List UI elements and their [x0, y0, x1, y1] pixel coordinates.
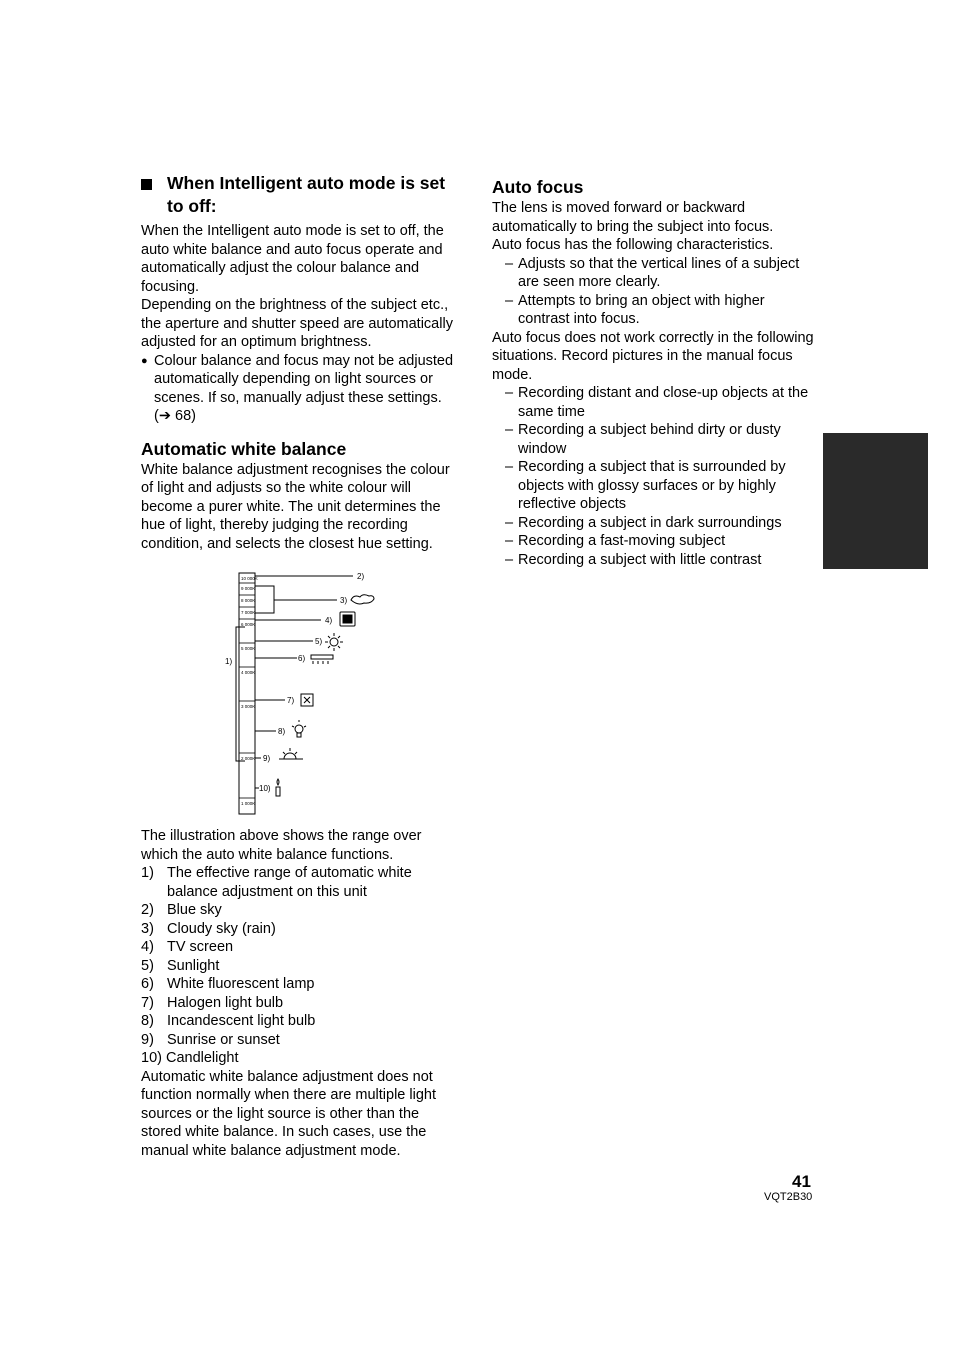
scale-label: 6 000K: [241, 622, 256, 627]
document-code: VQT2B30: [764, 1191, 813, 1203]
auto-focus-heading: Auto focus: [492, 177, 584, 197]
af-paragraph-2: Auto focus has the following characteristics.: [492, 237, 774, 253]
callout-6: 6): [298, 654, 306, 663]
intelligent-note: ● Colour balance and focus may not be adjusted automatically depending on light sources or scenes. If so, manually adjust these settings. (➔ 68): [141, 352, 454, 424]
awb-paragraph-1: White balance adjustment recognises the colour of light and adjusts so the white colour will become a purer white. The unit determines the hue of light, thereby judging the recording condition, and selects the closest hue setting.: [141, 461, 450, 552]
af-paragraph-1: The lens is moved forward or backward automatically to bring the subject into focus.: [492, 200, 774, 235]
scale-label: 7 000K: [241, 610, 256, 615]
list-item: 6) White fluorescent lamp: [141, 976, 315, 992]
list-item: – Recording a fast-moving subject: [505, 533, 726, 549]
figure-caption: The illustration above shows the range over which the auto white balance functions.: [141, 828, 422, 863]
list-item: – Recording a subject in dark surroundings: [505, 514, 782, 531]
callout-7: 7): [287, 696, 295, 705]
fluorescent-lamp-icon: [311, 655, 333, 664]
callout-4: 4): [325, 616, 333, 625]
left-column: [141, 172, 461, 1160]
callout-2: 2): [357, 572, 365, 581]
list-item: 10) Candlelight: [141, 1050, 239, 1066]
right-column: [492, 172, 814, 569]
callout-8: 8): [278, 727, 286, 736]
list-item: 1) The effective range of automatic white balance adjustment on this unit: [141, 865, 412, 900]
light-bulb-icon: [292, 720, 306, 737]
list-item: 3) Cloudy sky (rain): [141, 920, 276, 937]
intelligent-auto-heading: When Intelligent auto mode is set to off:: [141, 172, 461, 218]
white-balance-figure: [141, 563, 461, 815]
sunset-icon: [279, 748, 303, 759]
scale-label: 4 000K: [241, 670, 256, 675]
halogen-bulb-icon: [301, 694, 313, 706]
page-number: 41: [792, 1172, 811, 1191]
scale-label: 1 000K: [241, 801, 256, 806]
callout-5: 5): [315, 637, 323, 646]
list-item: 8) Incandescent light bulb: [141, 1013, 316, 1029]
scale-label: 5 000K: [241, 646, 256, 651]
list-item: – Recording a subject that is surrounded by objects with glossy surfaces or by highly reflective objects: [505, 459, 786, 512]
tv-screen-inner: [343, 615, 352, 623]
candle-icon: [276, 779, 280, 796]
scale-label: 10 000K: [241, 576, 258, 581]
intelligent-paragraph-1: When the Intelligent auto mode is set to off, the auto white balance and auto focus operate and automatically adjust the colour balance and focusing.: [141, 223, 444, 295]
cloud-icon: [351, 595, 374, 604]
callout-3: 3): [340, 596, 348, 605]
list-item: – Recording distant and close-up objects at the same time: [505, 385, 809, 420]
color-temperature-diagram: [141, 563, 461, 815]
sun-icon: [325, 633, 343, 651]
list-item: – Recording a subject with little contrast: [505, 551, 762, 568]
callout-10: 10): [259, 784, 271, 793]
square-bullet-icon: [141, 172, 167, 218]
af-paragraph-3: Auto focus does not work correctly in the following situations. Record pictures in the manual focus mode.: [492, 329, 814, 383]
intelligent-paragraph-2: Depending on the brightness of the subject etc., the aperture and shutter speed are automatically adjusted for an optimum brightness.: [141, 297, 453, 350]
list-item: 4) TV screen: [141, 939, 234, 955]
chapter-side-tab: [823, 433, 928, 569]
list-item: 2) Blue sky: [141, 902, 222, 918]
scale-label: 2 000K: [241, 756, 256, 761]
awb-paragraph-2: Automatic white balance adjustment does not function normally when there are multiple light sources or the light source is other than the stored white balance. In such cases, use the manual white balance adjustment mode.: [141, 1068, 436, 1159]
list-item: – Recording a subject behind dirty or dusty window: [505, 422, 781, 457]
legend-list: [141, 864, 461, 1068]
awb-heading: Automatic white balance: [141, 438, 347, 459]
scale-label: 9 000K: [241, 586, 256, 591]
scale-label: 8 000K: [241, 598, 256, 603]
callout-1: 1): [225, 657, 233, 666]
list-item: – Adjusts so that the vertical lines of a subject are seen more clearly.: [505, 255, 800, 290]
callout-9: 9): [263, 754, 271, 763]
list-item: 5) Sunlight: [141, 957, 220, 974]
list-item: 7) Halogen light bulb: [141, 994, 284, 1011]
list-item: 9) Sunrise or sunset: [141, 1031, 280, 1048]
list-item: – Attempts to bring an object with higher contrast into focus.: [505, 292, 765, 327]
bullet-dot-icon: ●: [141, 354, 148, 367]
scale-label: 3 000K: [241, 704, 256, 709]
